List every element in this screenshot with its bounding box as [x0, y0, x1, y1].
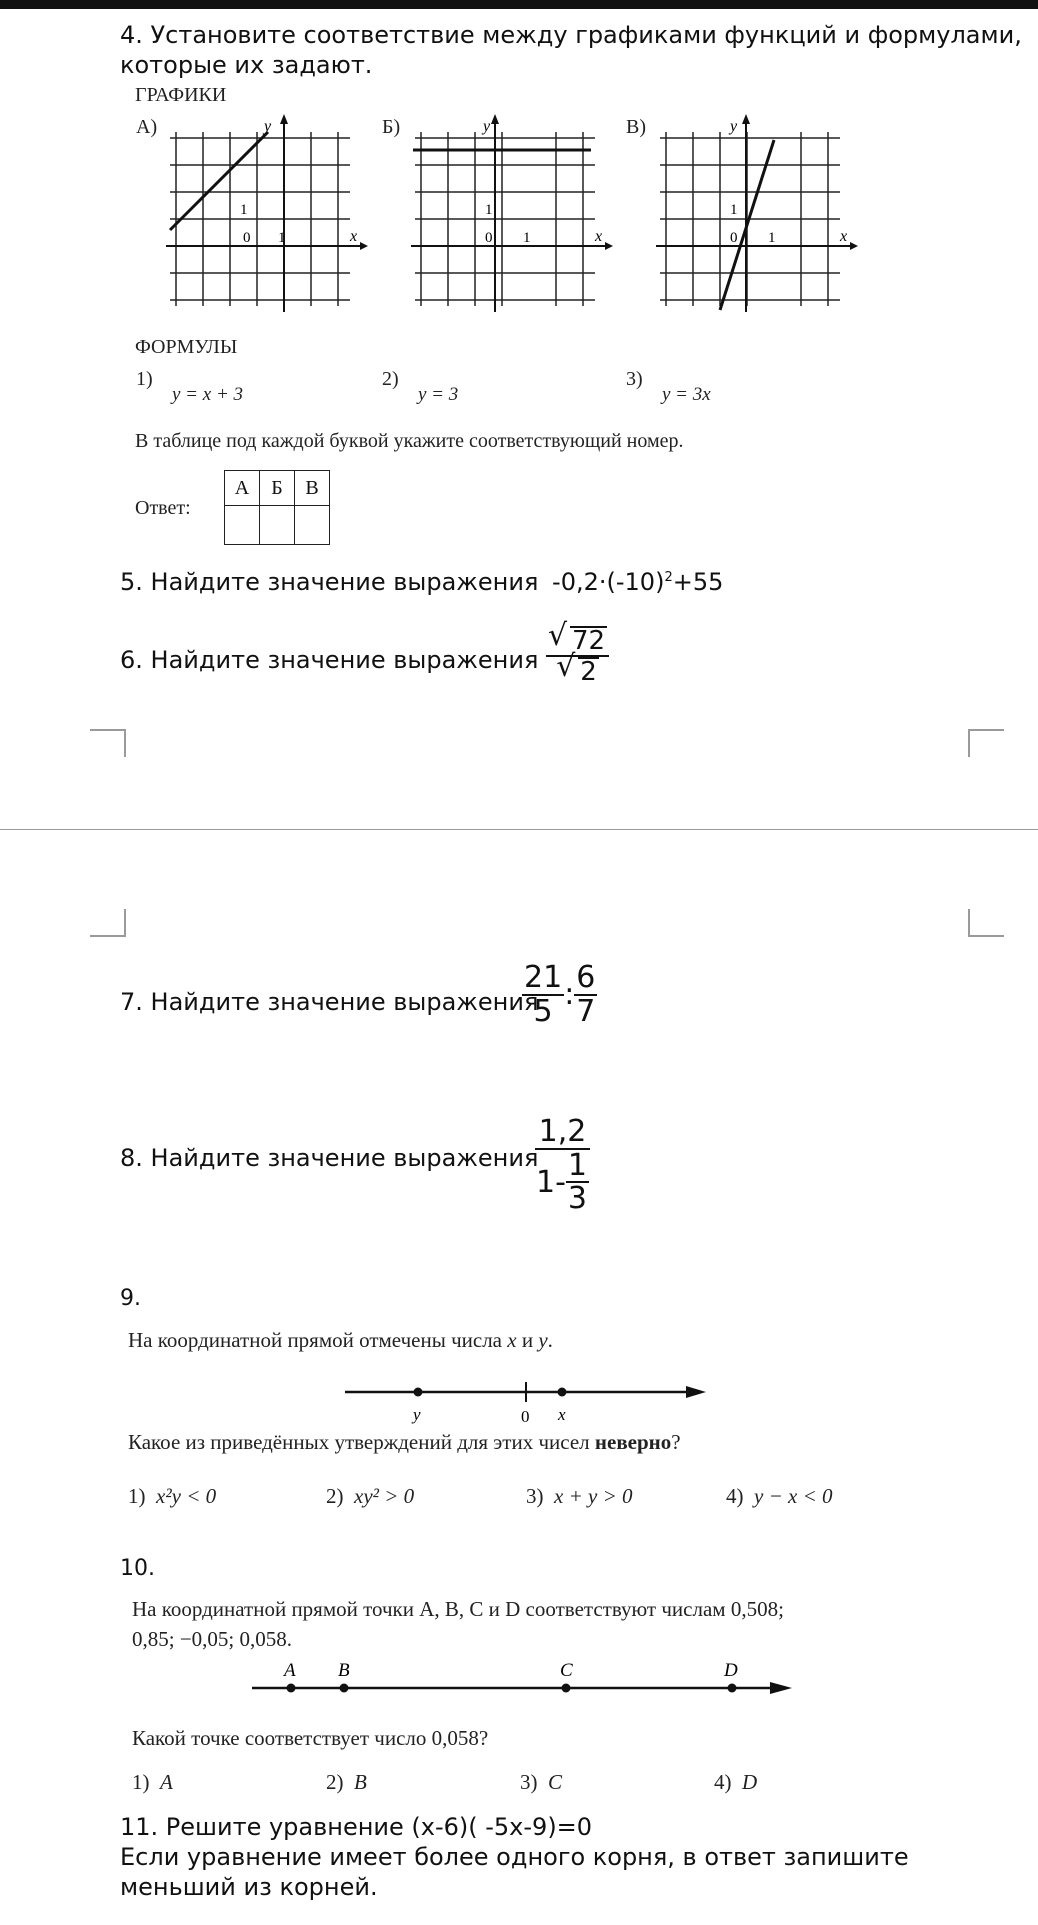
q5-expr-tail: +55 — [672, 568, 724, 596]
top-border — [0, 0, 1038, 9]
graph-a-x-label: x — [350, 228, 358, 245]
q10-label-b: B — [338, 1660, 350, 1681]
q10-point-a — [287, 1684, 296, 1693]
graph-b — [405, 112, 615, 312]
graph-a-tick-y: 1 — [240, 202, 248, 218]
q9-line-zero: 0 — [521, 1407, 530, 1426]
q9-line-x: x — [558, 1405, 566, 1424]
q10-text-line1: На координатной прямой точки A, B, C и D соответствуют числам 0,508; — [132, 1597, 784, 1621]
q7-f1-den: 5 — [533, 993, 553, 1029]
graph-b-x-label: x — [595, 228, 603, 245]
formula-1-expr: y = x + 3 — [172, 384, 244, 405]
q9-number: 9. — [120, 1286, 141, 1311]
answer-cell-b[interactable] — [260, 506, 295, 545]
q10-option-1 — [132, 1770, 173, 1795]
q11-line1: 11. Решите уравнение (x-6)( -5x-9)=0 — [120, 1813, 593, 1841]
q10-point-d — [728, 1684, 737, 1693]
graph-a-origin: 0 — [243, 230, 251, 246]
q7-text: Найдите значение выражения — [150, 988, 539, 1016]
q8-den-den: 3 — [567, 1181, 588, 1216]
q4-instruction: В таблице под каждой буквой укажите соответствующий номер. — [135, 430, 684, 452]
formula-2-num: 2) — [382, 368, 399, 390]
graph-v-origin: 0 — [730, 230, 738, 246]
q9-point-y — [414, 1388, 423, 1397]
q4-title-line2: которые их задают. — [120, 51, 373, 79]
q10-number-line — [250, 1654, 800, 1714]
q9-question-pre: Какое из приведённых утверждений для этих чисел — [128, 1430, 590, 1454]
q9-option-4-expr: y − x < 0 — [754, 1484, 833, 1508]
answer-header-a: А — [225, 471, 260, 506]
q10-question: Какой точке соответствует число 0,058? — [132, 1726, 489, 1750]
q9-question-post: ? — [671, 1430, 681, 1454]
q9-option-3-num: 3) — [526, 1484, 544, 1508]
graph-v-label: В) — [626, 116, 646, 138]
q10-option-2-val: B — [354, 1770, 367, 1794]
formula-2-expr: y = 3 — [418, 384, 459, 405]
answer-cell-v[interactable] — [295, 506, 330, 545]
q7-f1-num: 21 — [524, 960, 563, 995]
q4-number: 4. — [120, 21, 143, 49]
q6-fraction: √ 72 √ 2 — [546, 626, 609, 687]
graph-b-tick-x: 1 — [523, 230, 531, 246]
answer-cell-a[interactable] — [225, 506, 260, 545]
graph-b-origin: 0 — [485, 230, 493, 246]
q10-label-a: A — [284, 1660, 296, 1681]
q6-den-radicand: 2 — [580, 657, 597, 688]
graph-a-line — [170, 132, 268, 230]
q7-f2-den: 7 — [576, 993, 596, 1029]
q10-option-4 — [714, 1770, 757, 1795]
q9-text — [128, 1328, 553, 1353]
q9-var-x: x — [507, 1328, 517, 1352]
answer-table — [224, 470, 330, 545]
q6 — [120, 646, 538, 674]
q9-option-3 — [526, 1484, 632, 1509]
graph-a-tick-x: 1 — [278, 230, 286, 246]
q9-option-2 — [326, 1484, 414, 1509]
q11-line3: меньший из корней. — [120, 1873, 378, 1901]
q8-den-num: 1 — [567, 1147, 588, 1183]
q10-option-2-num: 2) — [326, 1770, 344, 1794]
q8-num: 1,2 — [535, 1116, 591, 1150]
q8-den-prefix: 1- — [536, 1164, 566, 1200]
graph-v — [650, 112, 860, 312]
formula-1-num: 1) — [136, 368, 153, 390]
q10-option-3-val: C — [548, 1770, 563, 1794]
graph-v-tick-y: 1 — [730, 202, 738, 218]
q5 — [120, 568, 723, 596]
graph-a — [160, 112, 370, 312]
answer-header-v: В — [295, 471, 330, 506]
q6-num-radicand: 72 — [572, 626, 606, 656]
corner-mark-br — [968, 909, 1004, 937]
q7-op: : — [564, 977, 575, 1012]
q7-expression — [522, 962, 597, 1027]
q10-option-1-num: 1) — [132, 1770, 150, 1794]
q7-number: 7. — [120, 988, 143, 1016]
q7 — [120, 988, 538, 1016]
q6-number: 6. — [120, 646, 143, 674]
q8 — [120, 1144, 538, 1172]
q9-question-bold: неверно — [594, 1430, 672, 1454]
graph-b-label: Б) — [382, 116, 401, 138]
q8-number: 8. — [120, 1144, 143, 1172]
q10-option-4-val: D — [742, 1770, 758, 1794]
q9-line-y: y — [413, 1405, 421, 1424]
q9-dot: . — [547, 1328, 553, 1352]
q8-text: Найдите значение выражения — [150, 1144, 539, 1172]
q9-number-line — [340, 1376, 710, 1426]
q5-expr-pow: 2 — [664, 570, 673, 585]
q9-option-4-num: 4) — [726, 1484, 744, 1508]
q9-and: и — [521, 1328, 534, 1352]
q10-option-4-num: 4) — [714, 1770, 732, 1794]
q10-point-c — [562, 1684, 571, 1693]
q9-var-y: y — [538, 1328, 548, 1352]
q11 — [120, 1812, 909, 1902]
answer-label: Ответ: — [135, 497, 191, 519]
q9-option-3-expr: x + y > 0 — [554, 1484, 633, 1508]
q10-text — [132, 1594, 784, 1654]
formula-3-num: 3) — [626, 368, 643, 390]
corner-mark-tl — [90, 729, 126, 757]
answer-header-b: Б — [260, 471, 295, 506]
q10-label-d: D — [724, 1660, 738, 1681]
q10-text-line2: 0,85; −0,05; 0,058. — [132, 1627, 293, 1651]
q5-number: 5. — [120, 568, 143, 596]
q4-title — [120, 20, 1022, 80]
q8-expression — [534, 1116, 591, 1215]
graph-b-y-label: y — [483, 118, 491, 135]
q9-option-4 — [726, 1484, 832, 1509]
q10-option-3-num: 3) — [520, 1770, 538, 1794]
graph-v-x-label: x — [840, 228, 848, 245]
q9-point-x — [558, 1388, 567, 1397]
q10-option-1-val: A — [160, 1770, 173, 1794]
q7-f2-num: 6 — [576, 960, 596, 995]
q10-number: 10. — [120, 1556, 155, 1581]
q10-label-c: C — [560, 1660, 573, 1681]
graph-a-y-label: y — [264, 118, 272, 135]
q10-point-b — [340, 1684, 349, 1693]
q9-option-1-num: 1) — [128, 1484, 146, 1508]
q10-option-3 — [520, 1770, 562, 1795]
graph-b-grid — [415, 132, 595, 306]
q9-option-2-expr: xy² > 0 — [354, 1484, 415, 1508]
q9-option-2-num: 2) — [326, 1484, 344, 1508]
graph-a-label: А) — [136, 116, 158, 138]
q6-text: Найдите значение выражения — [150, 646, 539, 674]
graph-a-grid — [170, 132, 350, 306]
graph-b-tick-y: 1 — [485, 202, 493, 218]
formula-3-expr: y = 3x — [662, 384, 711, 405]
q11-line2: Если уравнение имеет более одного корня, в ответ запишите — [120, 1843, 909, 1871]
q9-option-1-expr: x²y < 0 — [156, 1484, 217, 1508]
q5-expr-base: -0,2·(-10) — [552, 568, 665, 596]
page-break — [0, 829, 1038, 830]
graphs-heading: ГРАФИКИ — [135, 84, 227, 106]
graph-v-tick-x: 1 — [768, 230, 776, 246]
corner-mark-tr — [968, 729, 1004, 757]
q4-title-line1: Установите соответствие между графиками функций и формулами, — [150, 21, 1022, 49]
q9-option-1 — [128, 1484, 216, 1509]
q10-option-2 — [326, 1770, 367, 1795]
graph-v-y-label: y — [730, 118, 738, 135]
q5-text: Найдите значение выражения — [150, 568, 539, 596]
formulas-heading: ФОРМУЛЫ — [135, 336, 238, 358]
corner-mark-bl — [90, 909, 126, 937]
q9-question — [128, 1430, 681, 1455]
q9-text-pre: На координатной прямой отмечены числа — [128, 1328, 503, 1352]
